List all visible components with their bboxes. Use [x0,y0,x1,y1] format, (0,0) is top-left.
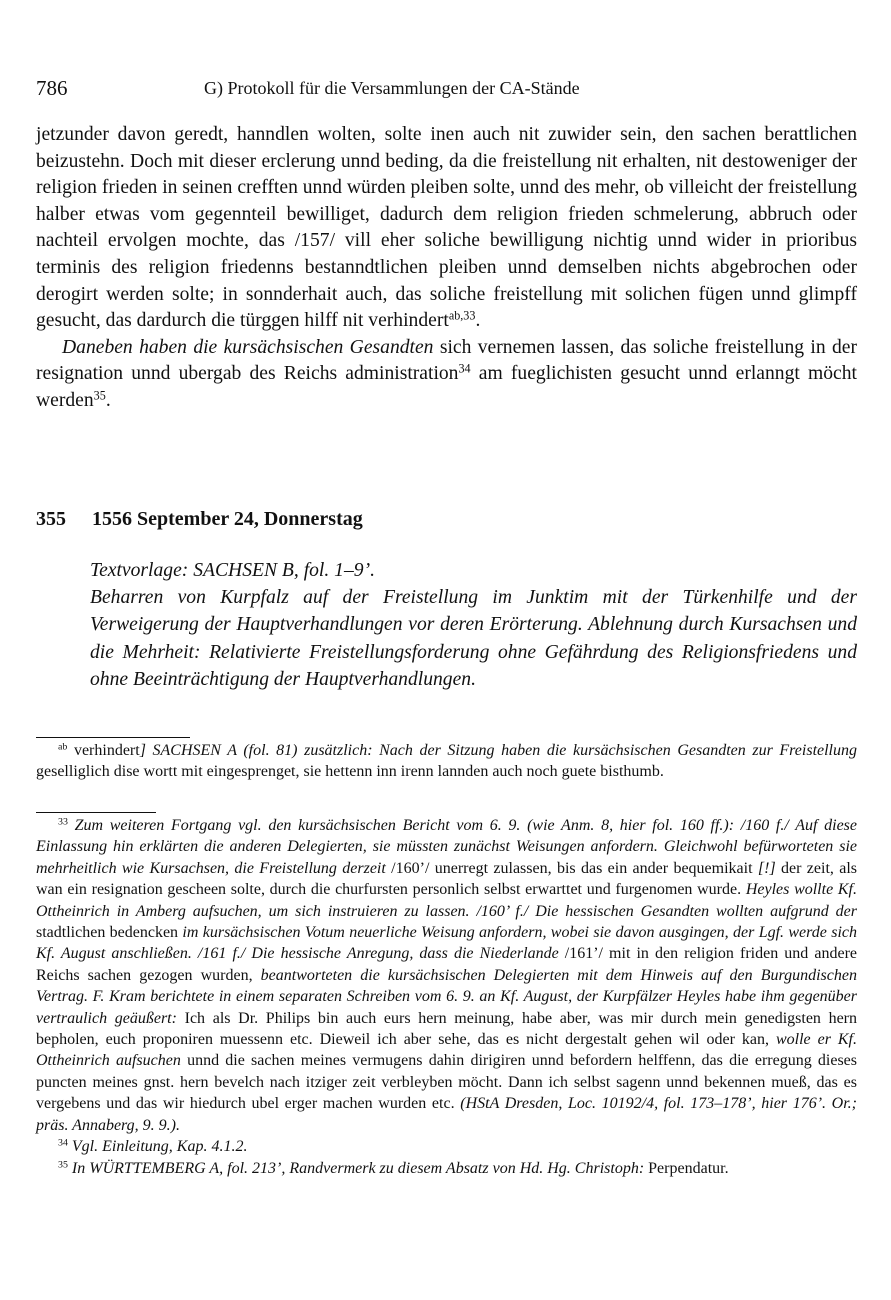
paragraph [36,122,857,335]
footnote [36,1158,857,1179]
text-run: ] SACHSEN A (fol. 81) zusätzlich: Nach der Sitzung haben die kursächsischen Gesandten zur Freistellung [139,742,857,759]
text-run: . [475,310,481,332]
note-marker: ab,33 [448,308,476,323]
section-number: 355 [36,508,66,530]
note-marker: 33 [58,816,68,828]
footnote [36,1136,857,1157]
text-run: Ich als Dr. Philips bin auch eurs hern meinung, habe aber, was mir durch mein genedigsten hern bepholen, euch proponiren muessenn etc. Dieweil ich aber sehe, das es nicht dergestalt gehen wil oder kan, [36,1009,858,1049]
note-marker: 35 [93,388,106,403]
apparatus-note [36,740,857,783]
section-heading [36,508,363,531]
text-run: . [105,389,111,411]
section-title: 1556 September 24, Donnerstag [92,508,363,530]
text-run: Vgl. Einleitung, Kap. 4.1.2. [67,1138,248,1156]
text-run: Heyles wollte Kf. Ottheinrich in Amberg aufsuchen, um sich instruieren zu lassen. /160’ f./ Die hessischen Gesandten wollten aufgrund der [36,881,857,920]
regest [90,557,857,693]
text-run: verhindert [67,742,140,759]
text-run: In WÜRTTEMBERG A, fol. 213’, Randvermerk zu diesem Absatz von Hd. Hg. Christoph: [67,1159,645,1177]
regest-summary: Beharren von Kurpfalz auf der Freistellung im Junktim mit der Türkenhilfe und der Verweigerung der Hauptverhandlungen vor deren Erörterung. Ablehnung durch Kursachsen und die Mehrheit: Relativierte Freistellungsforderung ohne Gefährdung des Religionsfriedens und ohne Beeinträchtigung der Hauptverhandlungen. [90,587,857,690]
note-marker: 34 [458,361,471,376]
text-apparatus [36,740,857,783]
text-run: der zeit, als wan ein resignation gescheen solte, durch die churfursten personlich selbst erwarttet und furgenomen wurde. [36,859,858,899]
note-marker: 34 [58,1137,68,1149]
text-run: Daneben haben die kursächsischen Gesandten [62,336,434,358]
text-run: am fueglichisten gesucht unnd erlanngt möcht werden [36,363,857,411]
text-run: unnd die sachen meines vermugens dahin dirigiren unnd befordern helffenn, das die erregung dieses puncten meines gnst. hern bevelch nach itziger zeit verbleyben möcht. Dann ich selbst sagenn unnd bekennen mueß, das es vergebens und das wir hiedurch ubel erger machen wurden etc. [36,1052,858,1113]
text-run: Zum weiteren Fortgang vgl. den kursächsischen Bericht vom 6. 9. (wie Anm. 8, hier fol. 160 ff.): /160 f./ Auf diese Einlassung hin erklärten die anderen Delegierten, sie müssten zunächst Weisungen anfordern. Gleichwohl befürworteten sie mehrheitlich wie Kursachsen, die Freistellung derzeit [36,817,857,877]
text-run: geselliglich dise wortt mit eingesprenget, sie hettenn inn irenn lannden auch noch guete bisthumb. [36,763,664,781]
footnote [36,815,857,1136]
footnote-divider [36,812,156,813]
note-marker: ab [58,741,68,753]
apparatus-divider [36,737,190,738]
footnotes [36,815,857,1179]
note-marker: 35 [58,1159,68,1171]
text-run: im kursächsischen Votum neuerliche Weisung anfordern, wobei sie davon ausgingen, der Lgf. werde sich Kf. August anschließen. /161 f./ Die hessische Anregung, dass die Niederlande [36,924,858,963]
text-run: wolle er Kf. Ottheinrich aufsuchen [36,1031,857,1070]
text-run: (HStA Dresden, Loc. 10192/4, fol. 173–178’, hier 176’. Or.; präs. Annaberg, 9. 9.). [36,1095,858,1134]
main-text [36,122,857,415]
text-run: jetzunder davon geredt, hanndlen wolten, solte inen auch nit zuwider sein, den sachen berattlichen beizustehn. Doch mit dieser erclerung unnd beding, da die freistellung nit erhalten, nit destoweniger der religion frieden in seinen crefften unnd würden pleiben solte, unnd des mehr, ob villeicht der freistellung halber etwas vom gegennteil bewilliget, dadurch dem religion frieden schmelerung, abbruch oder nachteil ervolgen mochte, das /157/ vill eher soliche bewilligung nichtig unnd wider in prioribus terminis des religion friedenns bestanndtlichen pleiben unnd demselben nichts abgebrochen oder derogirt werden solte; in sonnderhait auch, das soliche freistellung mit solichen fügen unnd glimpff gesucht, das dardurch die türggen hilff nit verhindert [36,124,858,332]
text-source: Textvorlage: SACHSEN B, fol. 1–9’. [90,560,375,581]
text-run: sich vernemen lassen, das soliche freistellung in der resignation unnd ubergab des Reichs administration [36,336,857,385]
text-run: /161’/ mit in den religion friden und andere Reichs sachen gezogen wurden, [36,945,858,984]
text-run: Perpendatur. [644,1159,729,1177]
running-title: G) Protokoll für die Versammlungen der CA-Stände [204,78,580,98]
text-run: beantworteten die kursächsischen Delegierten mit dem Hinweis auf den Burgundischen Vertrag. F. Kram berichtete in einem separaten Schreiben vom 6. 9. an Kf. August, der Kurpfälzer Heyles habe ihm gegenüber vertraulich geäußert: [36,966,857,1027]
text-run: stadtlichen bedencken [36,924,183,942]
page-number: 786 [36,76,68,100]
paragraph [36,335,857,415]
text-run: /160’/ unerregt zulassen, bis das ein ander bequemikait [385,859,758,877]
text-run: [!] [757,859,776,877]
